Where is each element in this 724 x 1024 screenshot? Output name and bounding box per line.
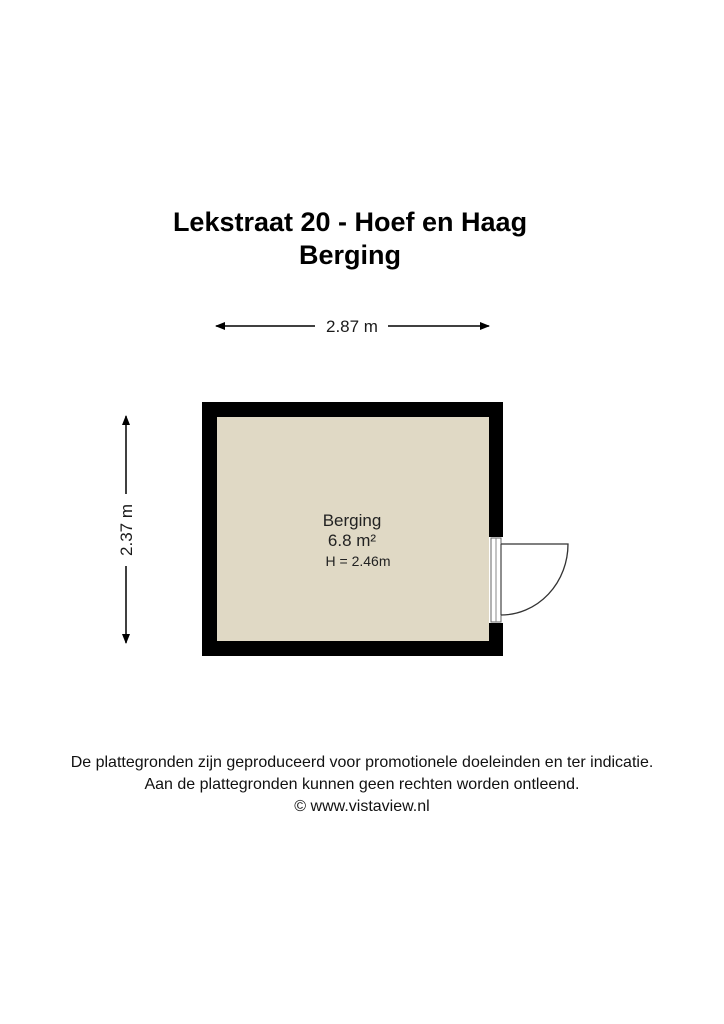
disclaimer-line-2: Aan de plattegronden kunnen geen rechten worden ontleend.	[144, 776, 580, 793]
room-area: 6.8 m²	[327, 531, 377, 550]
width-dimension-label: 2.87 m	[326, 317, 378, 336]
disclaimer-line-1: De plattegronden zijn geproduceerd voor promotionele doeleinden en ter indicatie.	[70, 754, 654, 771]
door	[489, 537, 568, 623]
wall-left	[202, 402, 217, 656]
width-dimension	[216, 317, 489, 336]
wall-right-lower	[489, 623, 503, 656]
copyright-line: © www.vistaview.nl	[294, 798, 430, 815]
height-dimension-label: 2.37 m	[117, 504, 136, 556]
wall-bottom	[202, 641, 503, 656]
height-dimension	[117, 416, 136, 643]
door-swing-arc	[501, 544, 568, 615]
room-height: H = 2.46m	[325, 553, 391, 569]
wall-top	[202, 402, 503, 417]
page-title: Lekstraat 20 - Hoef en Haag	[172, 207, 528, 237]
room-name: Berging	[322, 511, 382, 530]
page-subtitle: Berging	[298, 240, 401, 270]
wall-right-upper	[489, 402, 503, 537]
